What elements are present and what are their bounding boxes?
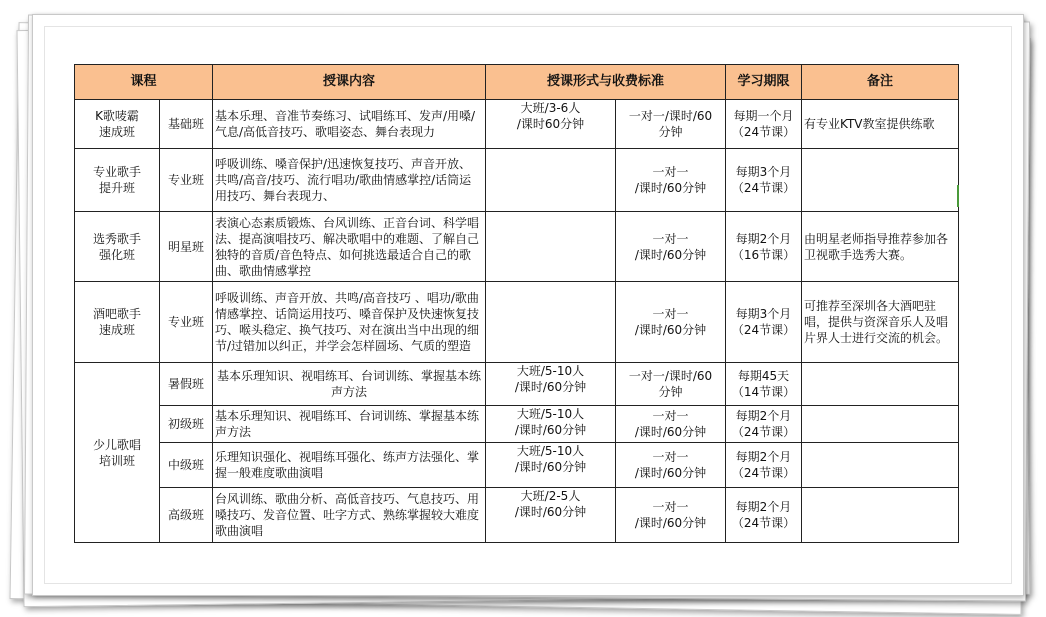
course-group-cell: 选秀歌手 强化班 [75,212,160,282]
course-table [74,64,959,543]
header-period: 学习期限 [726,65,802,100]
study-period-cell: 每期3个月 （24节课） [726,282,802,363]
one-on-one-fee-cell: 一对一 /课时/60分钟 [616,282,726,363]
note-cell: 有专业KTV教室提供练歌 [802,100,959,149]
study-period-cell: 每期2个月 （24节课） [726,406,802,443]
table-row [75,443,959,488]
note-cell [802,488,959,543]
table-row [75,212,959,282]
course-content-cell: 呼吸训练、嗓音保护/迅速恢复技巧、声音开放、共鸣/高音/技巧、流行唱功/歌曲情感掌控/话筒运用技巧、舞台表现力、 [213,149,486,212]
big-class-fee-cell: 大班/3-6人 /课时60分钟 [486,100,616,149]
class-level-cell: 专业班 [160,149,213,212]
big-class-fee-cell [486,282,616,363]
note-cell [802,363,959,406]
class-level-cell: 初级班 [160,406,213,443]
big-class-fee-cell [486,149,616,212]
class-level-cell: 专业班 [160,282,213,363]
one-on-one-fee-cell: 一对一 /课时/60分钟 [616,212,726,282]
table-row [75,363,959,406]
table-row [75,100,959,149]
study-period-cell: 每期2个月 （24节课） [726,488,802,543]
big-class-fee-cell: 大班/2-5人 /课时/60分钟 [486,488,616,543]
class-level-cell: 基础班 [160,100,213,149]
note-cell [802,443,959,488]
course-content-cell: 基本乐理知识、视唱练耳、台词训练、掌握基本练声方法 [213,406,486,443]
one-on-one-fee-cell: 一对一/课时/60 分钟 [616,363,726,406]
class-level-cell: 中级班 [160,443,213,488]
one-on-one-fee-cell: 一对一 /课时/60分钟 [616,443,726,488]
big-class-fee-cell: 大班/5-10人 /课时/60分钟 [486,443,616,488]
note-cell: 可推荐至深圳各大酒吧驻唱，提供与资深音乐人及唱片界人士进行交流的机会。 [802,282,959,363]
big-class-fee-cell: 大班/5-10人 /课时/60分钟 [486,406,616,443]
class-level-cell: 高级班 [160,488,213,543]
header-note: 备注 [802,65,959,100]
course-content-cell: 呼吸训练、声音开放、共鸣/高音技巧 、唱功/歌曲情感掌控、话筒运用技巧、嗓音保护及快速恢复技巧、喉头稳定、换气技巧、对在演出当中出现的细节/过错加以纠正，并学会怎样圆场、气质的塑造 [213,282,486,363]
course-group-cell: 酒吧歌手 速成班 [75,282,160,363]
course-content-cell: 台风训练、歌曲分析、高低音技巧、气息技巧、用嗓技巧、发音位置、吐字方式、熟练掌握较大难度歌曲演唱 [213,488,486,543]
study-period-cell: 每期一个月 （24节课） [726,100,802,149]
class-level-cell: 暑假班 [160,363,213,406]
table-row [75,488,959,543]
big-class-fee-cell: 大班/5-10人 /课时/60分钟 [486,363,616,406]
study-period-cell: 每期45天 （14节课） [726,363,802,406]
table-header-row [75,65,959,100]
course-content-cell: 基本乐理、音准节奏练习、试唱练耳、发声/用嗓/气息/高低音技巧、歌唱姿态、舞台表现力 [213,100,486,149]
course-content-cell: 乐理知识强化、视唱练耳强化、练声方法强化、掌握一般难度歌曲演唱 [213,443,486,488]
one-on-one-fee-cell: 一对一 /课时/60分钟 [616,488,726,543]
table-row [75,406,959,443]
course-group-cell: 少儿歌唱 培训班 [75,363,160,543]
one-on-one-fee-cell: 一对一 /课时/60分钟 [616,406,726,443]
header-course: 课程 [75,65,213,100]
header-content: 授课内容 [213,65,486,100]
table-row [75,149,959,212]
table-body [75,100,959,543]
table-row [75,282,959,363]
note-cell [802,406,959,443]
course-content-cell: 基本乐理知识、视唱练耳、台词训练、掌握基本练声方法 [213,363,486,406]
one-on-one-fee-cell: 一对一 /课时/60分钟 [616,149,726,212]
study-period-cell: 每期3个月 （24节课） [726,149,802,212]
course-group-cell: K歌唛霸 速成班 [75,100,160,149]
note-cell [802,149,959,212]
study-period-cell: 每期2个月 （16节课） [726,212,802,282]
course-group-cell: 专业歌手 提升班 [75,149,160,212]
study-period-cell: 每期2个月 （24节课） [726,443,802,488]
note-cell: 由明星老师指导推荐参加各卫视歌手选秀大赛。 [802,212,959,282]
header-format-fee: 授课形式与收费标准 [486,65,726,100]
big-class-fee-cell [486,212,616,282]
cell-cursor-marker [957,185,959,207]
class-level-cell: 明星班 [160,212,213,282]
one-on-one-fee-cell: 一对一/课时/60 分钟 [616,100,726,149]
course-content-cell: 表演心态素质锻炼、台风训练、正音台词、科学唱法、提高演唱技巧、解决歌唱中的难题、了解自己独特的音质/音色特点、如何挑选最适合自己的歌曲、歌曲情感掌控 [213,212,486,282]
